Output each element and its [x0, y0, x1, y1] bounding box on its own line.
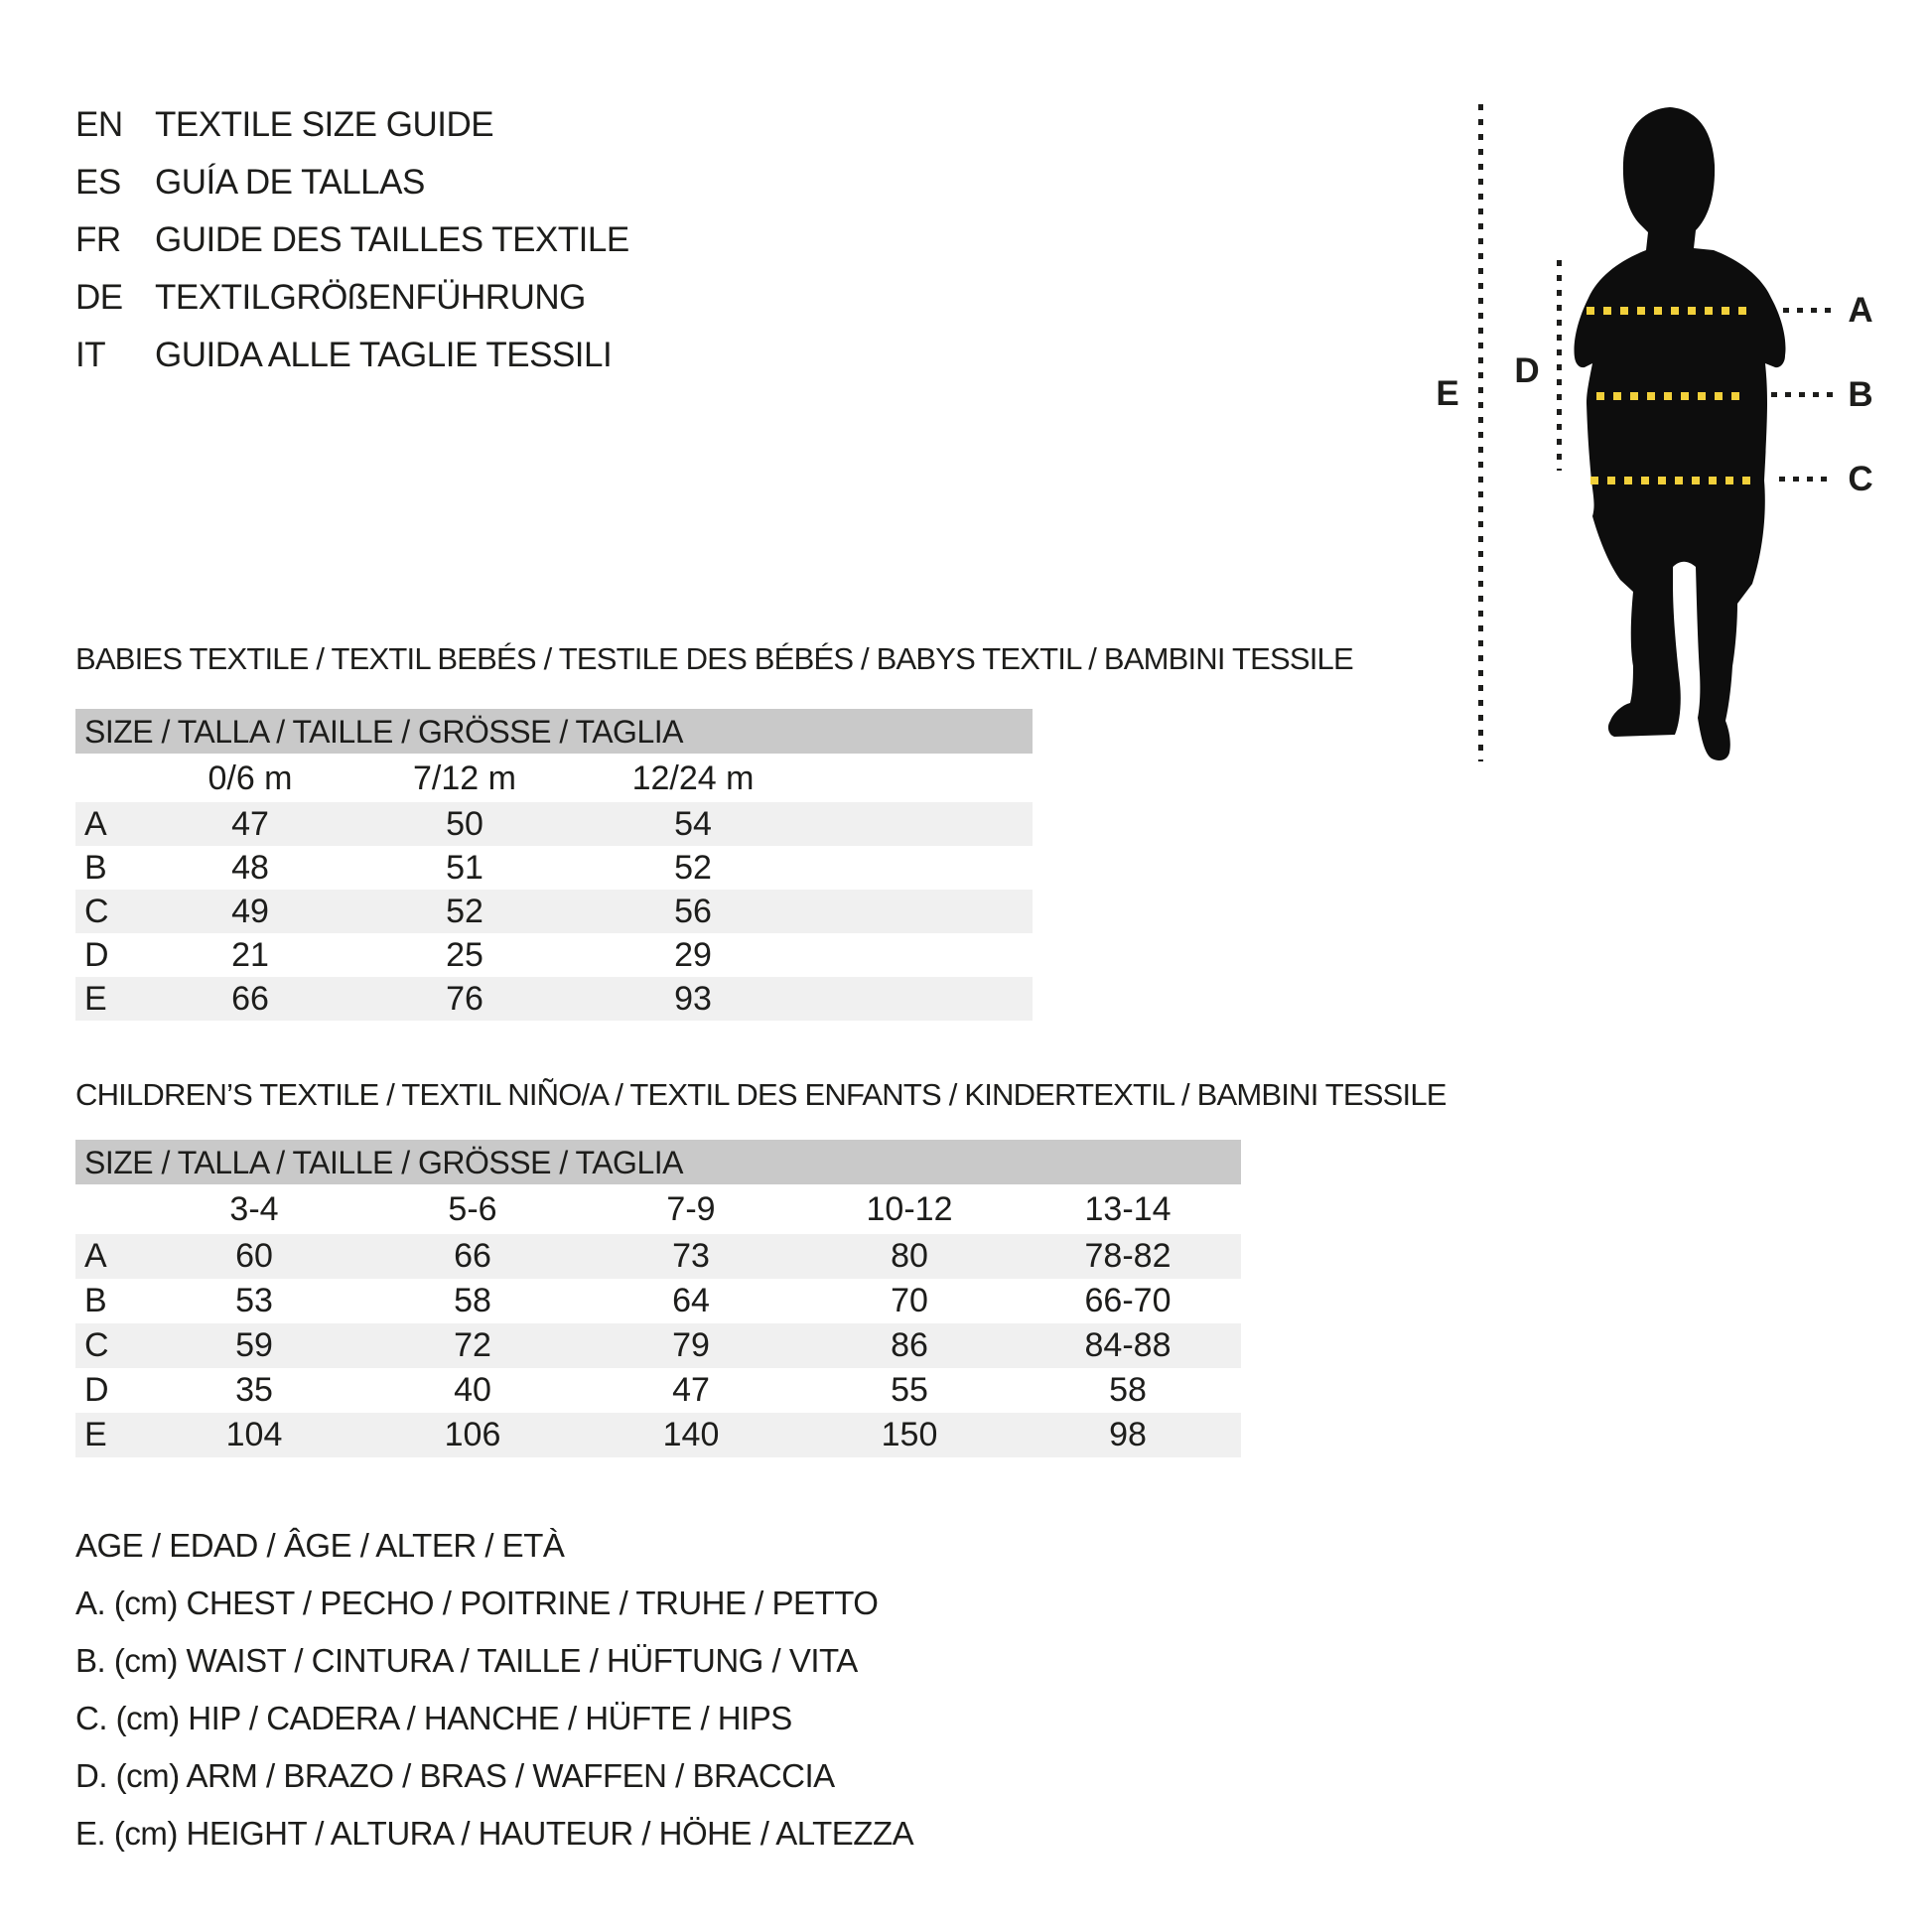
- table-cell: 58: [1109, 1371, 1147, 1409]
- column-header: 5-6: [448, 1190, 497, 1228]
- lang-row-it: [75, 327, 629, 384]
- lang-code: ES: [75, 163, 121, 202]
- arm-measure-dashed-line-d: [1557, 260, 1562, 471]
- table-cell: 150: [881, 1416, 938, 1453]
- waist-dotted-leader-b: [1771, 392, 1835, 397]
- table-cell: 60: [235, 1237, 273, 1275]
- table-cell: 40: [454, 1371, 491, 1409]
- table-cell: 86: [891, 1326, 928, 1364]
- babies-table-row-d: [75, 933, 1033, 977]
- table-cell: 58: [454, 1282, 491, 1319]
- figure-label-d: D: [1514, 351, 1540, 390]
- column-header: 13-14: [1084, 1190, 1172, 1228]
- corner-spacer: [75, 755, 145, 802]
- row-label: B: [84, 849, 107, 887]
- lang-title: GUÍA DE TALLAS: [155, 163, 425, 202]
- table-cell: 73: [672, 1237, 710, 1275]
- babies-column-header-row: [75, 755, 1033, 802]
- table-cell: 48: [231, 849, 269, 887]
- lang-title: TEXTILGRÖßENFÜHRUNG: [155, 278, 586, 317]
- babies-table-title: BABIES TEXTILE / TEXTIL BEBÉS / TESTILE DES BÉBÉS / BABYS TEXTIL / BAMBINI TESSILE: [75, 641, 1353, 676]
- row-label: C: [84, 893, 109, 930]
- column-header: 12/24 m: [631, 759, 755, 797]
- hip-dotted-leader-c: [1779, 477, 1835, 482]
- children-column-header-row: [75, 1184, 1241, 1234]
- lang-row-en: [75, 96, 629, 154]
- table-cell: 70: [891, 1282, 928, 1319]
- child-body-shape: [1575, 107, 1786, 760]
- children-table-row-b: [75, 1279, 1241, 1323]
- lang-row-es: [75, 154, 629, 211]
- table-cell: 79: [672, 1326, 710, 1364]
- figure-label-e: E: [1436, 374, 1459, 413]
- figure-label-b: B: [1848, 375, 1873, 414]
- height-measure-dashed-line-e: [1478, 104, 1483, 761]
- column-header: 7/12 m: [413, 759, 516, 797]
- legend-hip-line: C. (cm) HIP / CADERA / HANCHE / HÜFTE / HIPS: [75, 1700, 792, 1736]
- column-header: 0/6 m: [207, 759, 293, 797]
- table-cell: 78-82: [1084, 1237, 1172, 1275]
- table-cell: 72: [454, 1326, 491, 1364]
- lang-title: GUIDA ALLE TAGLIE TESSILI: [155, 336, 613, 374]
- table-cell: 35: [235, 1371, 273, 1409]
- legend-chest-line: A. (cm) CHEST / PECHO / POITRINE / TRUHE / PETTO: [75, 1585, 879, 1621]
- child-silhouette: [1571, 107, 1789, 762]
- children-table-row-e: [75, 1413, 1241, 1457]
- lang-code: FR: [75, 220, 121, 259]
- table-cell: 76: [446, 980, 483, 1018]
- table-cell: 55: [891, 1371, 928, 1409]
- table-cell: 52: [446, 893, 483, 930]
- babies-table-row-a: [75, 802, 1033, 846]
- table-cell: 84-88: [1084, 1326, 1172, 1364]
- lang-code: EN: [75, 105, 123, 144]
- table-cell: 47: [231, 805, 269, 843]
- table-cell: 29: [674, 936, 712, 974]
- lang-code: IT: [75, 336, 106, 374]
- table-cell: 56: [674, 893, 712, 930]
- table-cell: 66: [231, 980, 269, 1018]
- row-label: D: [84, 936, 109, 974]
- lang-row-fr: [75, 211, 629, 269]
- table-cell: 80: [891, 1237, 928, 1275]
- table-cell: 98: [1109, 1416, 1147, 1453]
- column-header: 10-12: [866, 1190, 953, 1228]
- lang-row-de: [75, 269, 629, 327]
- figure-label-a: A: [1848, 291, 1873, 330]
- legend-height-line: E. (cm) HEIGHT / ALTURA / HAUTEUR / HÖHE / ALTEZZA: [75, 1815, 914, 1852]
- table-cell: 59: [235, 1326, 273, 1364]
- table-cell: 66: [454, 1237, 491, 1275]
- language-title-block: [75, 96, 629, 384]
- table-cell: 21: [231, 936, 269, 974]
- table-cell: 49: [231, 893, 269, 930]
- chest-dotted-leader-a: [1783, 308, 1835, 313]
- children-table-title: CHILDREN’S TEXTILE / TEXTIL NIÑO/A / TEXTIL DES ENFANTS / KINDERTEXTIL / BAMBINI TESSILE: [75, 1077, 1447, 1112]
- column-header: 3-4: [229, 1190, 279, 1228]
- children-table-row-a: [75, 1234, 1241, 1279]
- row-label: B: [84, 1282, 107, 1319]
- table-cell: 53: [235, 1282, 273, 1319]
- babies-table-row-b: [75, 846, 1033, 890]
- table-cell: 66-70: [1084, 1282, 1172, 1319]
- children-table-row-c: [75, 1323, 1241, 1368]
- corner-spacer: [75, 1184, 145, 1234]
- figure-label-c: C: [1848, 460, 1873, 498]
- row-label: A: [84, 1237, 107, 1275]
- measurement-legend: [75, 1517, 913, 1863]
- legend-waist-line: B. (cm) WAIST / CINTURA / TAILLE / HÜFTUNG / VITA: [75, 1642, 858, 1679]
- lang-title: TEXTILE SIZE GUIDE: [155, 105, 494, 144]
- table-cell: 93: [674, 980, 712, 1018]
- row-label: A: [84, 805, 107, 843]
- babies-table-row-e: [75, 977, 1033, 1021]
- row-label: D: [84, 1371, 109, 1409]
- children-table-row-d: [75, 1368, 1241, 1413]
- table-cell: 47: [672, 1371, 710, 1409]
- legend-age-line: AGE / EDAD / ÂGE / ALTER / ETÀ: [75, 1527, 565, 1564]
- table-cell: 64: [672, 1282, 710, 1319]
- babies-table-row-c: [75, 890, 1033, 933]
- table-cell: 50: [446, 805, 483, 843]
- row-label: C: [84, 1326, 109, 1364]
- table-cell: 52: [674, 849, 712, 887]
- children-size-header-bar: SIZE / TALLA / TAILLE / GRÖSSE / TAGLIA: [75, 1140, 1241, 1184]
- table-cell: 25: [446, 936, 483, 974]
- legend-arm-line: D. (cm) ARM / BRAZO / BRAS / WAFFEN / BRACCIA: [75, 1757, 835, 1794]
- lang-code: DE: [75, 278, 123, 317]
- table-cell: 106: [444, 1416, 501, 1453]
- column-header: 7-9: [666, 1190, 716, 1228]
- table-cell: 140: [662, 1416, 720, 1453]
- table-cell: 51: [446, 849, 483, 887]
- row-label: E: [84, 1416, 107, 1453]
- babies-size-header-bar: SIZE / TALLA / TAILLE / GRÖSSE / TAGLIA: [75, 709, 1033, 754]
- table-cell: 54: [674, 805, 712, 843]
- lang-title: GUIDE DES TAILLES TEXTILE: [155, 220, 629, 259]
- table-cell: 104: [225, 1416, 283, 1453]
- row-label: E: [84, 980, 107, 1018]
